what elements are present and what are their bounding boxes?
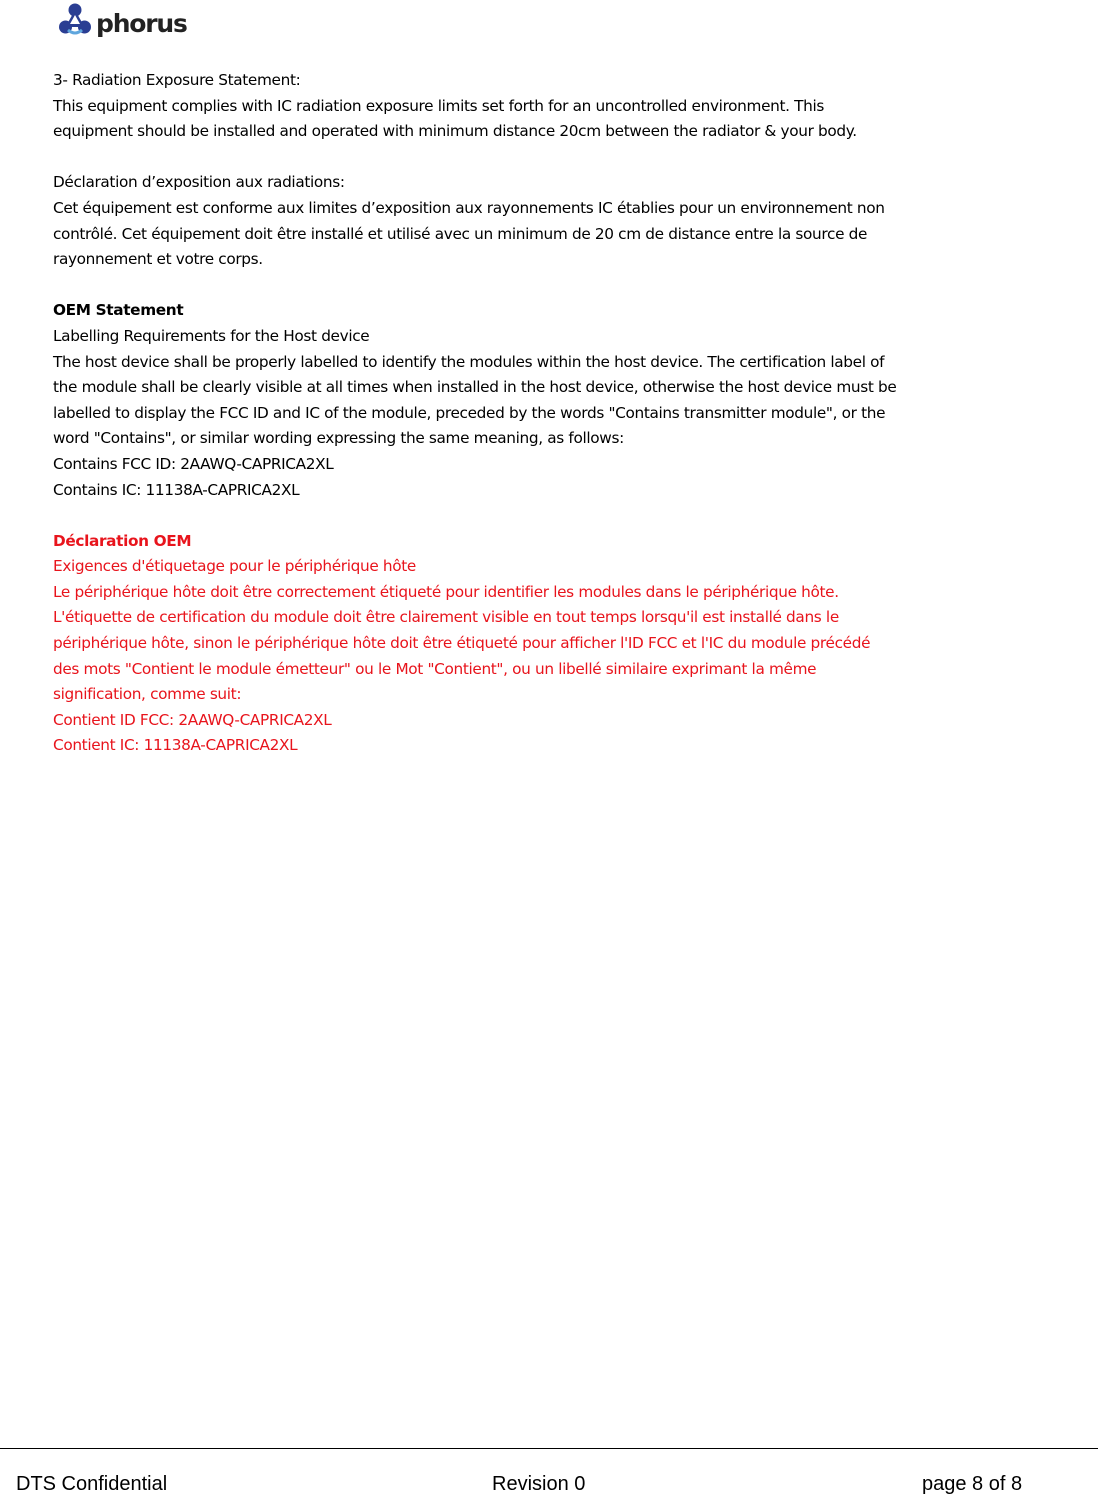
- oem-statement-line: The host device shall be properly labelled to identify the modules within the host device. The certification label of: [53, 352, 885, 371]
- oem-fr-line: des mots "Contient le module émetteur" ou le Mot "Contient", ou un libellé similaire exprimant la même: [53, 659, 817, 678]
- oem-fr-title: Déclaration OEM: [53, 531, 192, 550]
- oem-fcc-id: Contains FCC ID: 2AAWQ-CAPRICA2XL: [53, 454, 334, 473]
- oem-statement-line: labelled to display the FCC ID and IC of the module, preceded by the words "Contains transmitter module", or the: [53, 403, 886, 422]
- oem-fr-subtitle: Exigences d'étiquetage pour le périphérique hôte: [53, 557, 416, 576]
- footer-page-number: page 8 of 8: [922, 1473, 1023, 1495]
- oem-fr-line: L'étiquette de certification du module doit être clairement visible en tout temps lorsqu'il est installé dans le: [53, 608, 839, 627]
- radiation-fr-heading: Déclaration d’exposition aux radiations:: [53, 173, 345, 192]
- document-body: [53, 68, 1053, 759]
- footer-revision: Revision 0: [492, 1473, 586, 1495]
- oem-statement-title: OEM Statement: [53, 301, 184, 320]
- footer-confidential: DTS Confidential: [16, 1473, 168, 1495]
- oem-fr-line: Le périphérique hôte doit être correctement étiqueté pour identifier les modules dans le périphérique hôte.: [53, 582, 839, 601]
- phorus-logo-mark: [58, 0, 188, 42]
- radiation-en-line: equipment should be installed and operated with minimum distance 20cm between the radiator & your body.: [53, 122, 857, 141]
- logo-wordmark: phorus: [96, 9, 187, 38]
- oem-fr-line: périphérique hôte, sinon le périphérique hôte doit être étiqueté pour afficher l'ID FCC et l'IC du module précédé: [53, 634, 871, 653]
- oem-statement-line: word "Contains", or similar wording expressing the same meaning, as follows:: [53, 429, 624, 448]
- oem-statement-subtitle: Labelling Requirements for the Host device: [53, 326, 370, 345]
- radiation-en-line: This equipment complies with IC radiation exposure limits set forth for an uncontrolled environment. This: [53, 96, 825, 115]
- footer-divider: [0, 1448, 1098, 1449]
- radiation-fr-line: rayonnement et votre corps.: [53, 250, 263, 269]
- oem-fr-line: signification, comme suit:: [53, 685, 242, 704]
- oem-fr-fcc-id: Contient ID FCC: 2AAWQ-CAPRICA2XL: [53, 710, 332, 729]
- radiation-fr-line: contrôlé. Cet équipement doit être installé et utilisé avec un minimum de 20 cm de distance entre la source de: [53, 224, 868, 243]
- oem-fr-ic: Contient IC: 11138A-CAPRICA2XL: [53, 736, 298, 755]
- radiation-fr-line: Cet équipement est conforme aux limites d’exposition aux rayonnements IC établies pour un environnement non: [53, 198, 885, 217]
- radiation-heading: 3- Radiation Exposure Statement:: [53, 71, 301, 89]
- oem-statement-line: the module shall be clearly visible at all times when installed in the host device, otherwise the host device must be: [53, 378, 897, 397]
- phorus-logo: [58, 0, 188, 42]
- oem-ic: Contains IC: 11138A-CAPRICA2XL: [53, 480, 300, 499]
